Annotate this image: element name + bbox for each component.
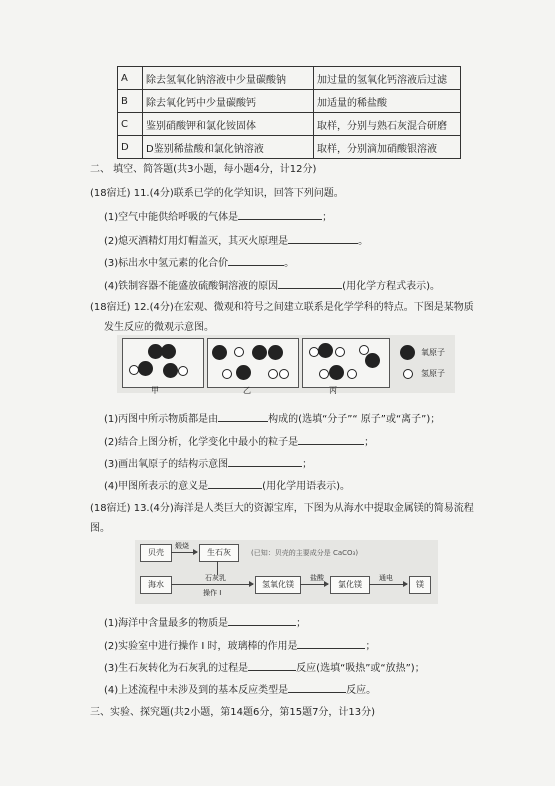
oxygen-atom: [252, 345, 267, 360]
label-elec: 通电: [379, 574, 393, 582]
oxygen-atom: [161, 344, 176, 359]
option-cell: B: [118, 90, 143, 113]
hydrogen-atom: [319, 369, 329, 379]
table-row: [118, 90, 461, 113]
method-cell: 加适量的稀盐酸: [314, 90, 461, 113]
panel-jia: [122, 338, 204, 388]
oxygen-atom: [236, 365, 251, 380]
hydrogen-atom: [335, 347, 345, 357]
purpose-cell: 除去氢氧化钠溶液中少量碳酸钠: [143, 67, 314, 90]
q13-part3: (3)生石灰转化为石灰乳的过程是 反应(选填“吸热”或“放热”)；: [104, 659, 425, 674]
q12-blank1[interactable]: [218, 411, 268, 422]
panel-yi: [207, 338, 299, 388]
q13-stem: (18宿迁) 13.(4分)海洋是人类巨大的资源宝库，下图为从海水中提取金属镁的简易流程: [90, 503, 474, 514]
q12-blank3[interactable]: [228, 456, 302, 467]
label-jia: 甲: [151, 386, 159, 395]
node-quicklime: 生石灰: [199, 544, 239, 562]
hydrogen-atom: [222, 369, 232, 379]
oxygen-atom: [138, 361, 153, 376]
molecule-figure: [117, 335, 455, 393]
options-table: [117, 66, 461, 159]
legend-hydrogen-label: 氢原子: [421, 369, 445, 378]
method-cell: 加过量的氢氧化钙溶液后过滤: [314, 67, 461, 90]
q12-stem-cont: 发生反应的微观示意图。: [104, 322, 214, 333]
option-cell: D: [118, 136, 143, 159]
oxygen-atom: [365, 353, 380, 368]
node-seawater: 海水: [140, 576, 172, 594]
q11-part1: (1)空气中能供给呼吸的气体是 ；: [104, 208, 332, 223]
oxygen-atom: [329, 365, 344, 380]
table-row: [118, 113, 461, 136]
flow-diagram: [135, 540, 438, 604]
node-mgcl: 氯化镁: [330, 576, 370, 594]
table-row: [118, 67, 461, 90]
arrow: [171, 552, 197, 553]
q12-part2: (2)结合上图分析，化学变化中最小的粒子是 ；: [104, 433, 374, 448]
q13-part2: (2)实验室中进行操作 I 时，玻璃棒的作用是 ；: [104, 637, 375, 652]
oxygen-atom: [318, 343, 333, 358]
q12-part1: (1)丙图中所示物质都是由 构成的(选填“分子”“ 原子”或“离子”)；: [104, 410, 440, 425]
node-mg: 镁: [409, 576, 431, 594]
hydrogen-atom: [268, 369, 278, 379]
label-op1: 操作 I: [203, 589, 222, 597]
purpose-cell: 鉴别硝酸钾和氯化铵固体: [143, 113, 314, 136]
q11-blank4[interactable]: [278, 278, 342, 289]
node-shell: 贝壳: [140, 544, 172, 562]
q11-part2: (2)熄灭酒精灯用灯帽盖灭，其灭火原理是 。: [104, 232, 368, 247]
purpose-cell: D鉴别稀盐酸和氯化钠溶液: [143, 136, 314, 159]
label-bing: 丙: [329, 386, 337, 395]
q13-part4: (4)上述流程中未涉及到的基本反应类型是 反应。: [104, 681, 376, 696]
q13-part1: (1)海洋中含量最多的物质是 ；: [104, 614, 306, 629]
q12-blank4[interactable]: [208, 478, 262, 489]
option-cell: A: [118, 67, 143, 90]
section3-title: 三、实验、探究题(共2小题，第14题6分，第15题7分，计13分): [90, 707, 376, 718]
method-cell: 取样，分别与熟石灰混合研磨: [314, 113, 461, 136]
label-calcine: 煅烧: [175, 542, 189, 550]
q11-part3: (3)标出水中氢元素的化合价 。: [104, 254, 294, 269]
q13-blank3[interactable]: [248, 660, 296, 671]
legend-hydrogen-icon: [403, 369, 413, 379]
section2-title: 二、 填空、简答题(共3小题，每小题4分，计12分): [90, 164, 317, 175]
legend-oxygen-icon: [400, 345, 415, 360]
q13-blank4[interactable]: [288, 682, 346, 693]
arrow: [369, 584, 407, 585]
q12-blank2[interactable]: [298, 434, 364, 445]
arrow: [171, 584, 253, 585]
q13-stem-cont: 图。: [90, 523, 110, 534]
oxygen-atom: [268, 345, 283, 360]
q11-blank3[interactable]: [228, 255, 284, 266]
q12-part4: (4)甲图所表示的意义是 (用化学用语表示)。: [104, 477, 350, 492]
oxygen-atom: [212, 345, 227, 360]
option-cell: C: [118, 113, 143, 136]
q12-stem: (18宿迁) 12.(4分)在宏观、微观和符号之间建立联系是化学学科的特点。下图是某物质: [90, 302, 474, 313]
q13-blank2[interactable]: [297, 638, 365, 649]
legend-oxygen-label: 氧原子: [421, 348, 445, 357]
purpose-cell: 除去氧化钙中少量碳酸钙: [143, 90, 314, 113]
hydrogen-atom: [178, 366, 188, 376]
hydrogen-atom: [279, 369, 289, 379]
flow-note: (已知：贝壳的主要成分是 CaCO₃): [251, 549, 359, 557]
q13-blank1[interactable]: [228, 615, 296, 626]
label-yi: 乙: [243, 386, 251, 395]
oxygen-atom: [163, 363, 178, 378]
q11-part4: (4)铁制容器不能盛放硫酸铜溶液的原因 (用化学方程式表示)。: [104, 277, 440, 292]
panel-bing: [302, 338, 390, 388]
method-cell: 取样，分别滴加硝酸银溶液: [314, 136, 461, 159]
label-limemilk: 石灰乳: [205, 574, 226, 582]
q11-stem: (18宿迁) 11.(4分)联系已学的化学知识，回答下列问题。: [90, 188, 344, 199]
q12-part3: (3)画出氧原子的结构示意图 ；: [104, 455, 312, 470]
hydrogen-atom: [234, 347, 244, 357]
label-hcl: 盐酸: [310, 574, 324, 582]
hydrogen-atom: [347, 369, 357, 379]
node-mgoh: 氢氧化镁: [255, 576, 301, 594]
arrow: [300, 584, 328, 585]
q11-blank1[interactable]: [238, 209, 322, 220]
table-row: [118, 136, 461, 159]
q11-blank2[interactable]: [288, 233, 358, 244]
